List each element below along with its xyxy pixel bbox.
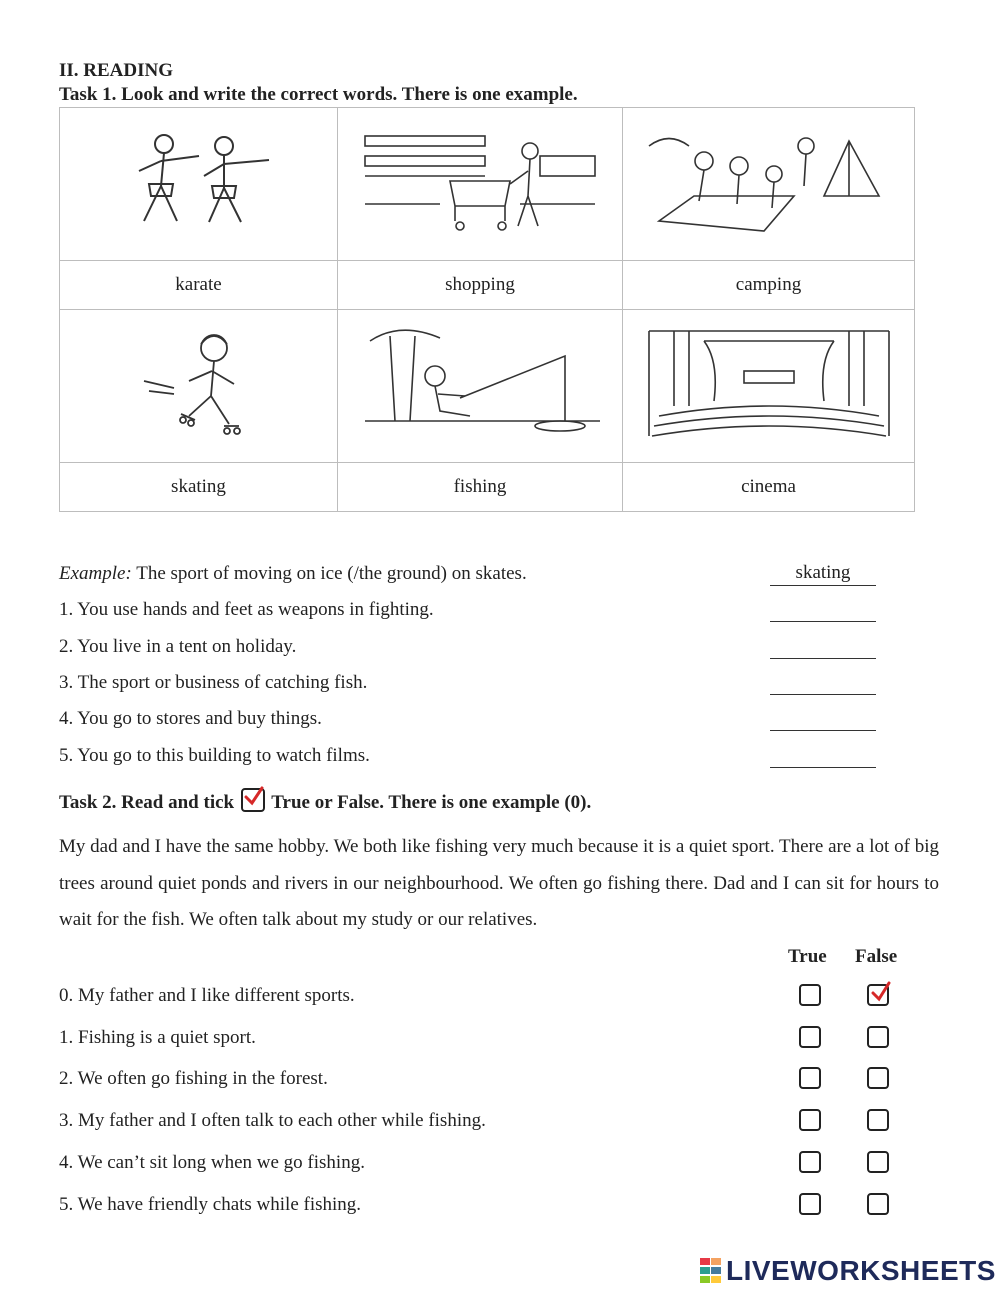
false-checkbox-1[interactable] — [867, 1026, 889, 1048]
task2-title — [59, 788, 591, 814]
picture-label: cinema — [623, 463, 915, 512]
question-3: 3. The sport or business of catching fish. — [59, 672, 368, 693]
statement-2: 2. We often go fishing in the forest. — [59, 1068, 328, 1089]
statement-1: 1. Fishing is a quiet sport. — [59, 1027, 256, 1048]
true-checkbox-2[interactable] — [799, 1067, 821, 1089]
task2-title-before: Task 2. Read and tick — [59, 792, 235, 813]
true-checkbox-3[interactable] — [799, 1109, 821, 1131]
column-false: False — [855, 946, 898, 967]
picture-label: skating — [60, 463, 338, 512]
statement-3: 3. My father and I often talk to each other while fishing. — [59, 1110, 486, 1131]
shopping-cart-illustration — [338, 108, 623, 261]
answer-input-5[interactable] — [770, 745, 876, 768]
column-true: True — [788, 946, 827, 967]
true-checkbox-1[interactable] — [799, 1026, 821, 1048]
false-checkbox-0[interactable] — [867, 984, 889, 1006]
answer-input-4[interactable] — [770, 708, 876, 731]
skating-boy-illustration — [60, 310, 338, 463]
liveworksheets-logo: LIVEWORKSHEETS — [726, 1255, 996, 1286]
picture-label: camping — [623, 261, 915, 310]
answer-input-3[interactable] — [770, 672, 876, 695]
false-checkbox-4[interactable] — [867, 1151, 889, 1173]
question-1: 1. You use hands and feet as weapons in fighting. — [59, 599, 434, 620]
reading-passage: My dad and I have the same hobby. We both like fishing very much because it is a quiet sport. There are a lot of big trees around quiet ponds and rivers in our neighbourhood. We often go fishing there. Dad and I can sit for hours to wait for the fish. We often talk about my study or our relatives. — [59, 836, 939, 930]
question-2: 2. You live in a tent on holiday. — [59, 636, 297, 657]
example-answer: skating — [770, 563, 876, 586]
answer-input-1[interactable] — [770, 599, 876, 622]
picture-label: shopping — [338, 261, 623, 310]
example-text: The sport of moving on ice (/the ground) on skates. — [131, 563, 527, 584]
fishing-boy-illustration — [338, 310, 623, 463]
camping-family-illustration — [623, 108, 915, 261]
checkbox-tick-icon — [241, 788, 265, 812]
karate-kids-illustration — [60, 108, 338, 261]
false-checkbox-3[interactable] — [867, 1109, 889, 1131]
example-line — [59, 563, 527, 585]
statement-5: 5. We have friendly chats while fishing. — [59, 1194, 362, 1215]
answer-input-2[interactable] — [770, 636, 876, 659]
statement-4: 4. We can’t sit long when we go fishing. — [59, 1152, 365, 1173]
picture-label: karate — [60, 261, 338, 310]
statement-0: 0. My father and I like different sports. — [59, 985, 355, 1006]
question-4: 4. You go to stores and buy things. — [59, 708, 322, 729]
true-checkbox-5[interactable] — [799, 1193, 821, 1215]
picture-label: fishing — [338, 463, 623, 512]
false-checkbox-5[interactable] — [867, 1193, 889, 1215]
true-checkbox-0[interactable] — [799, 984, 821, 1006]
section-title: II. READING — [59, 60, 174, 81]
question-5: 5. You go to this building to watch films. — [59, 745, 370, 766]
check-icon — [870, 980, 892, 1004]
cinema-hall-illustration — [623, 310, 915, 463]
example-prefix: Example: — [59, 563, 132, 584]
picture-table — [59, 107, 915, 512]
task1-title: Task 1. Look and write the correct words. There is one example. — [59, 84, 578, 105]
task2-title-after: True or False. There is one example (0). — [271, 792, 592, 813]
false-checkbox-2[interactable] — [867, 1067, 889, 1089]
liveworksheets-logo-icon — [700, 1258, 722, 1284]
true-checkbox-4[interactable] — [799, 1151, 821, 1173]
